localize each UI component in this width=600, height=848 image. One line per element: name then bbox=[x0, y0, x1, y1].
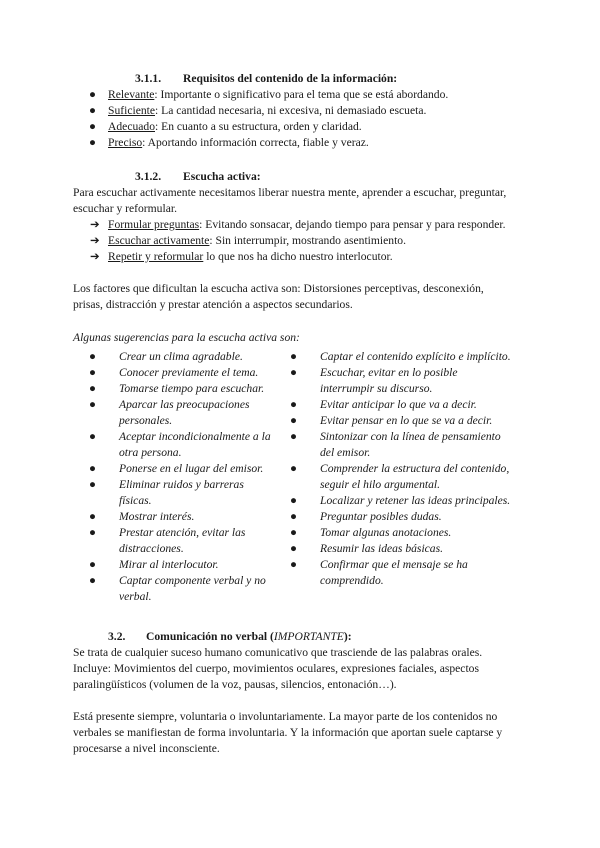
heading-title: Comunicación no verbal ( bbox=[146, 630, 274, 643]
intro-line: escuchar y reformular. bbox=[73, 202, 177, 215]
suggestion-text: Evitar anticipar lo que va a decir. bbox=[320, 398, 477, 411]
heading-3-2 bbox=[108, 629, 352, 645]
heading-title: Requisitos del contenido de la información: bbox=[183, 72, 398, 85]
bullet-icon: ● bbox=[89, 104, 97, 117]
heading-title-end: ): bbox=[343, 630, 352, 643]
arrow-right-icon: ➔ bbox=[90, 234, 100, 247]
suggestion-text: distracciones. bbox=[119, 542, 184, 555]
suggestion-text: Evitar pensar en lo que se va a decir. bbox=[320, 414, 493, 427]
heading-title: Escucha activa: bbox=[183, 170, 261, 183]
heading-3-1-1 bbox=[135, 71, 397, 87]
requirement-term: Relevante bbox=[108, 88, 155, 101]
bullet-icon: ● bbox=[290, 366, 298, 379]
arrow-right-icon: ➔ bbox=[90, 250, 100, 263]
suggestion-item bbox=[89, 365, 294, 381]
suggestion-text: Sintonizar con la línea de pensamiento bbox=[320, 430, 501, 443]
suggestion-item bbox=[89, 557, 294, 573]
nonverbal-paragraph-line: Está presente siempre, voluntaria o involuntariamente. La mayor parte de los contenidos no bbox=[73, 710, 498, 723]
suggestion-item bbox=[89, 381, 294, 397]
suggestion-text: del emisor. bbox=[320, 446, 371, 459]
listening-step-text: lo que nos ha dicho nuestro interlocutor. bbox=[203, 250, 393, 263]
heading-number: 3.2. bbox=[108, 630, 126, 643]
suggestion-text: Mirar al interlocutor. bbox=[119, 558, 219, 571]
suggestion-text: Eliminar ruidos y barreras bbox=[119, 478, 244, 491]
nonverbal-paragraph-line: Incluye: Movimientos del cuerpo, movimientos oculares, expresiones faciales, aspectos bbox=[73, 662, 479, 675]
intro-line: Para escuchar activamente necesitamos liberar nuestra mente, aprender a escuchar, preguntar, bbox=[73, 186, 507, 199]
bullet-icon: ● bbox=[89, 350, 97, 363]
bullet-icon: ● bbox=[89, 88, 97, 101]
requirement-text: : La cantidad necesaria, ni excesiva, ni demasiado escueta. bbox=[155, 104, 427, 117]
suggestion-item bbox=[89, 429, 294, 461]
bullet-icon: ● bbox=[89, 382, 97, 395]
listening-step-text: : Evitando sonsacar, dejando tiempo para pensar y para responder. bbox=[199, 218, 506, 231]
requirement-term: Suficiente bbox=[108, 104, 156, 117]
suggestion-text: Resumir las ideas básicas. bbox=[320, 542, 444, 555]
suggestion-item bbox=[290, 429, 540, 461]
listening-step-term: Formular preguntas bbox=[108, 218, 200, 231]
requirement-term: Adecuado bbox=[108, 120, 155, 133]
suggestion-item bbox=[290, 557, 540, 589]
suggestions-heading: Algunas sugerencias para la escucha activa son: bbox=[73, 331, 300, 344]
requirement-text: : Aportando información correcta, fiable y veraz. bbox=[142, 136, 369, 149]
listening-step-text: : Sin interrumpir, mostrando asentimiento. bbox=[209, 234, 406, 247]
suggestion-text: Prestar atención, evitar las bbox=[119, 526, 246, 539]
bullet-icon: ● bbox=[290, 510, 298, 523]
bullet-icon: ● bbox=[290, 542, 298, 555]
suggestion-text: Confirmar que el mensaje se ha bbox=[320, 558, 468, 571]
suggestion-item bbox=[89, 525, 294, 557]
bullet-icon: ● bbox=[89, 462, 97, 475]
bullet-icon: ● bbox=[290, 350, 298, 363]
suggestion-item bbox=[290, 461, 540, 493]
heading-number: 3.1.1. bbox=[135, 72, 162, 85]
requirement-item bbox=[108, 135, 369, 151]
requirement-term: Preciso bbox=[108, 136, 143, 149]
listening-step bbox=[108, 233, 406, 249]
bullet-icon: ● bbox=[290, 526, 298, 539]
listening-step bbox=[108, 217, 505, 233]
requirement-item bbox=[108, 87, 448, 103]
suggestion-text: Preguntar posibles dudas. bbox=[320, 510, 442, 523]
suggestion-item bbox=[89, 573, 294, 605]
bullet-icon: ● bbox=[290, 414, 298, 427]
nonverbal-paragraph-line: Se trata de cualquier suceso humano comunicativo que trasciende de las palabras orales. bbox=[73, 646, 483, 659]
heading-number: 3.1.2. bbox=[135, 170, 162, 183]
suggestion-text: personales. bbox=[119, 414, 173, 427]
suggestion-text: Captar componente verbal y no bbox=[119, 574, 266, 587]
suggestion-text: Tomarse tiempo para escuchar. bbox=[119, 382, 265, 395]
nonverbal-paragraph-line: procesarse a nivel inconsciente. bbox=[73, 742, 220, 755]
factors-line: Los factores que dificultan la escucha activa son: Distorsiones perceptivas, desconexión, bbox=[73, 282, 484, 295]
suggestion-text: Tomar algunas anotaciones. bbox=[320, 526, 452, 539]
listening-step-term: Repetir y reformular bbox=[108, 250, 204, 263]
bullet-icon: ● bbox=[89, 510, 97, 523]
bullet-icon: ● bbox=[89, 558, 97, 571]
suggestion-item bbox=[89, 461, 294, 477]
bullet-icon: ● bbox=[290, 462, 298, 475]
suggestion-item bbox=[290, 493, 540, 509]
bullet-icon: ● bbox=[89, 478, 97, 491]
heading-emphasis: IMPORTANTE bbox=[273, 630, 344, 643]
suggestion-text: Conocer previamente el tema. bbox=[119, 366, 259, 379]
bullet-icon: ● bbox=[89, 574, 97, 587]
listening-step-term: Escuchar activamente bbox=[108, 234, 210, 247]
suggestions-right-column bbox=[290, 349, 540, 589]
suggestion-item bbox=[290, 397, 540, 413]
suggestion-text: Ponerse en el lugar del emisor. bbox=[119, 462, 264, 475]
requirement-item bbox=[108, 119, 362, 135]
suggestion-item bbox=[290, 365, 540, 397]
suggestion-item bbox=[290, 349, 540, 365]
bullet-icon: ● bbox=[89, 120, 97, 133]
suggestion-text: Captar el contenido explícito e implícito. bbox=[320, 350, 511, 363]
suggestion-text: Aceptar incondicionalmente a la bbox=[119, 430, 271, 443]
suggestion-item bbox=[89, 349, 294, 365]
bullet-icon: ● bbox=[89, 430, 97, 443]
bullet-icon: ● bbox=[89, 136, 97, 149]
requirement-item bbox=[108, 103, 426, 119]
bullet-icon: ● bbox=[89, 366, 97, 379]
suggestions-left-column bbox=[89, 349, 294, 605]
listening-step bbox=[108, 249, 393, 265]
suggestion-text: comprendido. bbox=[320, 574, 384, 587]
bullet-icon: ● bbox=[89, 526, 97, 539]
suggestion-item bbox=[290, 413, 540, 429]
suggestion-item bbox=[89, 397, 294, 429]
suggestion-item bbox=[290, 525, 540, 541]
nonverbal-paragraph-line: paralingüísticos (volumen de la voz, pausas, silencios, entonación…). bbox=[73, 678, 397, 691]
suggestion-text: Localizar y retener las ideas principales. bbox=[320, 494, 511, 507]
suggestion-text: verbal. bbox=[119, 590, 152, 603]
bullet-icon: ● bbox=[290, 398, 298, 411]
suggestion-text: interrumpir su discurso. bbox=[320, 382, 433, 395]
heading-3-1-2 bbox=[135, 169, 261, 185]
bullet-icon: ● bbox=[290, 494, 298, 507]
requirement-text: : En cuanto a su estructura, orden y claridad. bbox=[155, 120, 362, 133]
bullet-icon: ● bbox=[290, 558, 298, 571]
suggestion-item bbox=[89, 477, 294, 509]
suggestion-item bbox=[290, 541, 540, 557]
suggestion-item bbox=[89, 509, 294, 525]
suggestion-text: Aparcar las preocupaciones bbox=[119, 398, 250, 411]
suggestion-text: seguir el hilo argumental. bbox=[320, 478, 441, 491]
suggestion-text: Escuchar, evitar en lo posible bbox=[320, 366, 458, 379]
suggestion-text: Comprender la estructura del contenido, bbox=[320, 462, 510, 475]
arrow-right-icon: ➔ bbox=[90, 218, 100, 231]
suggestion-text: físicas. bbox=[119, 494, 152, 507]
suggestion-text: Mostrar interés. bbox=[119, 510, 195, 523]
suggestion-text: Crear un clima agradable. bbox=[119, 350, 243, 363]
bullet-icon: ● bbox=[89, 398, 97, 411]
suggestion-text: otra persona. bbox=[119, 446, 182, 459]
bullet-icon: ● bbox=[290, 430, 298, 443]
factors-line: prisas, distracción y prestar atención a aspectos secundarios. bbox=[73, 298, 353, 311]
suggestion-item bbox=[290, 509, 540, 525]
nonverbal-paragraph-line: verbales se manifiestan de forma involuntaria. Y la información que aportan suele captarse y bbox=[73, 726, 503, 739]
requirement-text: : Importante o significativo para el tema que se está abordando. bbox=[154, 88, 449, 101]
